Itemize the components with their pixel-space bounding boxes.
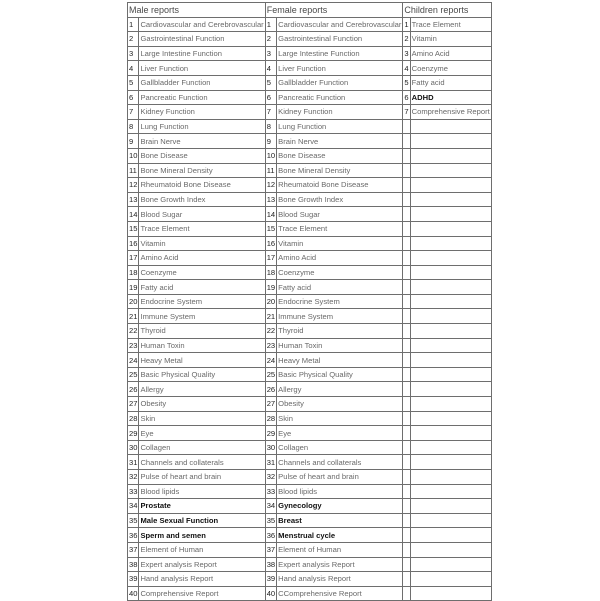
- children-empty-cell: [410, 265, 491, 280]
- male-report-name: Obesity: [139, 397, 265, 412]
- female-report-number: 15: [265, 221, 276, 236]
- male-report-number: 7: [128, 105, 139, 120]
- children-report-name: ADHD: [410, 90, 491, 105]
- children-empty-cell: [403, 572, 410, 587]
- female-report-number: 21: [265, 309, 276, 324]
- female-report-name: Human Toxin: [277, 338, 403, 353]
- female-report-name: Channels and collaterals: [277, 455, 403, 470]
- female-report-number: 4: [265, 61, 276, 76]
- female-report-name: Kidney Function: [277, 105, 403, 120]
- female-report-number: 26: [265, 382, 276, 397]
- children-empty-cell: [403, 163, 410, 178]
- female-report-name: Collagen: [277, 440, 403, 455]
- children-empty-cell: [403, 192, 410, 207]
- female-report-number: 33: [265, 484, 276, 499]
- table-row: [128, 46, 492, 61]
- male-report-name: Comprehensive Report: [139, 586, 265, 601]
- children-report-name: Amino Acid: [410, 46, 491, 61]
- children-report-number: 1: [403, 17, 410, 32]
- table-row: [128, 411, 492, 426]
- table-row: [128, 572, 492, 587]
- male-report-number: 37: [128, 542, 139, 557]
- male-report-number: 10: [128, 148, 139, 163]
- children-empty-cell: [410, 382, 491, 397]
- children-empty-cell: [403, 207, 410, 222]
- children-empty-cell: [403, 309, 410, 324]
- children-empty-cell: [410, 426, 491, 441]
- children-report-number: 6: [403, 90, 410, 105]
- table-row: [128, 338, 492, 353]
- male-report-name: Gallbladder Function: [139, 75, 265, 90]
- female-report-number: 17: [265, 251, 276, 266]
- children-empty-cell: [410, 309, 491, 324]
- male-reports-header: Male reports: [128, 3, 266, 18]
- male-report-number: 3: [128, 46, 139, 61]
- female-report-number: 9: [265, 134, 276, 149]
- children-empty-cell: [403, 528, 410, 543]
- children-report-number: 4: [403, 61, 410, 76]
- male-report-name: Fatty acid: [139, 280, 265, 295]
- female-report-name: Gallbladder Function: [277, 75, 403, 90]
- children-empty-cell: [403, 382, 410, 397]
- female-report-name: Blood Sugar: [277, 207, 403, 222]
- table-row: [128, 513, 492, 528]
- female-report-name: Coenzyme: [277, 265, 403, 280]
- male-report-name: Endocrine System: [139, 294, 265, 309]
- table-row: [128, 119, 492, 134]
- male-report-name: Bone Disease: [139, 148, 265, 163]
- children-empty-cell: [410, 557, 491, 572]
- male-report-name: Heavy Metal: [139, 353, 265, 368]
- table-row: [128, 353, 492, 368]
- children-report-number: 5: [403, 75, 410, 90]
- female-reports-header: Female reports: [265, 3, 403, 18]
- children-empty-cell: [403, 338, 410, 353]
- children-empty-cell: [403, 484, 410, 499]
- male-report-number: 14: [128, 207, 139, 222]
- children-empty-cell: [403, 513, 410, 528]
- children-empty-cell: [410, 148, 491, 163]
- male-report-name: Collagen: [139, 440, 265, 455]
- table-row: [128, 163, 492, 178]
- female-report-number: 2: [265, 32, 276, 47]
- male-report-name: Skin: [139, 411, 265, 426]
- table-row: [128, 178, 492, 193]
- female-report-name: Allergy: [277, 382, 403, 397]
- children-empty-cell: [410, 513, 491, 528]
- male-report-number: 26: [128, 382, 139, 397]
- children-empty-cell: [403, 251, 410, 266]
- table-row: [128, 105, 492, 120]
- male-report-number: 19: [128, 280, 139, 295]
- female-report-name: Amino Acid: [277, 251, 403, 266]
- female-report-number: 10: [265, 148, 276, 163]
- table-header-row: [128, 3, 492, 18]
- female-report-number: 13: [265, 192, 276, 207]
- children-empty-cell: [410, 294, 491, 309]
- table-row: [128, 397, 492, 412]
- female-report-name: Obesity: [277, 397, 403, 412]
- male-report-name: Bone Mineral Density: [139, 163, 265, 178]
- children-report-number: 2: [403, 32, 410, 47]
- children-empty-cell: [403, 119, 410, 134]
- children-reports-header: Children reports: [403, 3, 491, 18]
- male-report-number: 21: [128, 309, 139, 324]
- male-report-number: 38: [128, 557, 139, 572]
- male-report-number: 23: [128, 338, 139, 353]
- children-empty-cell: [410, 440, 491, 455]
- male-report-name: Liver Function: [139, 61, 265, 76]
- female-report-number: 19: [265, 280, 276, 295]
- female-report-number: 8: [265, 119, 276, 134]
- children-empty-cell: [410, 192, 491, 207]
- female-report-name: Eye: [277, 426, 403, 441]
- children-empty-cell: [410, 411, 491, 426]
- male-report-number: 40: [128, 586, 139, 601]
- female-report-name: Bone Mineral Density: [277, 163, 403, 178]
- male-report-number: 30: [128, 440, 139, 455]
- male-report-name: Male Sexual Function: [139, 513, 265, 528]
- table-row: [128, 251, 492, 266]
- children-empty-cell: [403, 178, 410, 193]
- female-report-number: 12: [265, 178, 276, 193]
- children-report-name: Comprehensive Report: [410, 105, 491, 120]
- table-row: [128, 367, 492, 382]
- children-empty-cell: [403, 353, 410, 368]
- children-report-name: Vitamin: [410, 32, 491, 47]
- table-row: [128, 542, 492, 557]
- children-report-name: Coenzyme: [410, 61, 491, 76]
- male-report-name: Brain Nerve: [139, 134, 265, 149]
- table-row: [128, 148, 492, 163]
- table-row: [128, 455, 492, 470]
- male-report-name: Sperm and semen: [139, 528, 265, 543]
- male-report-number: 22: [128, 324, 139, 339]
- male-report-name: Amino Acid: [139, 251, 265, 266]
- female-report-name: Endocrine System: [277, 294, 403, 309]
- children-empty-cell: [410, 499, 491, 514]
- table-row: [128, 32, 492, 47]
- female-report-number: 20: [265, 294, 276, 309]
- reports-table: [127, 2, 492, 601]
- male-report-number: 6: [128, 90, 139, 105]
- male-report-number: 1: [128, 17, 139, 32]
- male-report-number: 5: [128, 75, 139, 90]
- male-report-number: 20: [128, 294, 139, 309]
- children-empty-cell: [403, 586, 410, 601]
- male-report-number: 24: [128, 353, 139, 368]
- children-empty-cell: [403, 294, 410, 309]
- female-report-name: Hand analysis Report: [277, 572, 403, 587]
- male-report-name: Pulse of heart and brain: [139, 470, 265, 485]
- male-report-number: 25: [128, 367, 139, 382]
- male-report-name: Kidney Function: [139, 105, 265, 120]
- male-report-number: 29: [128, 426, 139, 441]
- children-empty-cell: [403, 324, 410, 339]
- children-empty-cell: [410, 542, 491, 557]
- male-report-name: Hand analysis Report: [139, 572, 265, 587]
- table-row: [128, 134, 492, 149]
- table-row: [128, 440, 492, 455]
- female-report-number: 1: [265, 17, 276, 32]
- female-report-name: Basic Physical Quality: [277, 367, 403, 382]
- female-report-number: 6: [265, 90, 276, 105]
- table-row: [128, 192, 492, 207]
- male-report-name: Coenzyme: [139, 265, 265, 280]
- male-report-number: 4: [128, 61, 139, 76]
- male-report-name: Allergy: [139, 382, 265, 397]
- female-report-number: 7: [265, 105, 276, 120]
- table-row: [128, 484, 492, 499]
- female-report-name: Bone Disease: [277, 148, 403, 163]
- table-row: [128, 221, 492, 236]
- children-empty-cell: [410, 251, 491, 266]
- children-report-name: Fatty acid: [410, 75, 491, 90]
- male-report-name: Trace Element: [139, 221, 265, 236]
- female-report-name: Vitamin: [277, 236, 403, 251]
- children-empty-cell: [410, 367, 491, 382]
- male-report-number: 12: [128, 178, 139, 193]
- female-report-name: Cardiovascular and Cerebrovascular: [277, 17, 403, 32]
- table-row: [128, 294, 492, 309]
- male-report-number: 39: [128, 572, 139, 587]
- female-report-number: 37: [265, 542, 276, 557]
- male-report-number: 18: [128, 265, 139, 280]
- female-report-number: 40: [265, 586, 276, 601]
- children-empty-cell: [403, 557, 410, 572]
- male-report-name: Expert analysis Report: [139, 557, 265, 572]
- children-empty-cell: [403, 542, 410, 557]
- male-report-name: Blood Sugar: [139, 207, 265, 222]
- female-report-number: 18: [265, 265, 276, 280]
- female-report-name: Gynecology: [277, 499, 403, 514]
- male-report-name: Pancreatic Function: [139, 90, 265, 105]
- female-report-number: 11: [265, 163, 276, 178]
- male-report-name: Blood lipids: [139, 484, 265, 499]
- children-empty-cell: [410, 221, 491, 236]
- female-report-name: Lung Function: [277, 119, 403, 134]
- table-row: [128, 265, 492, 280]
- female-report-number: 5: [265, 75, 276, 90]
- male-report-number: 31: [128, 455, 139, 470]
- female-report-number: 31: [265, 455, 276, 470]
- female-report-number: 14: [265, 207, 276, 222]
- female-report-number: 3: [265, 46, 276, 61]
- female-report-name: Pancreatic Function: [277, 90, 403, 105]
- table-body: [128, 17, 492, 601]
- children-empty-cell: [403, 426, 410, 441]
- table-row: [128, 17, 492, 32]
- male-report-number: 34: [128, 499, 139, 514]
- children-empty-cell: [410, 572, 491, 587]
- female-report-name: Rheumatoid Bone Disease: [277, 178, 403, 193]
- table-row: [128, 470, 492, 485]
- children-empty-cell: [410, 397, 491, 412]
- children-empty-cell: [403, 440, 410, 455]
- female-report-number: 32: [265, 470, 276, 485]
- children-empty-cell: [410, 484, 491, 499]
- female-report-number: 29: [265, 426, 276, 441]
- table-row: [128, 586, 492, 601]
- female-report-name: Blood lipids: [277, 484, 403, 499]
- female-report-number: 24: [265, 353, 276, 368]
- children-report-number: 7: [403, 105, 410, 120]
- table-row: [128, 528, 492, 543]
- children-empty-cell: [403, 367, 410, 382]
- female-report-name: Brain Nerve: [277, 134, 403, 149]
- male-report-number: 11: [128, 163, 139, 178]
- children-empty-cell: [403, 236, 410, 251]
- children-report-number: 3: [403, 46, 410, 61]
- male-report-number: 8: [128, 119, 139, 134]
- table-row: [128, 382, 492, 397]
- children-empty-cell: [410, 163, 491, 178]
- table-row: [128, 75, 492, 90]
- male-report-number: 13: [128, 192, 139, 207]
- male-report-number: 35: [128, 513, 139, 528]
- male-report-number: 2: [128, 32, 139, 47]
- female-report-number: 23: [265, 338, 276, 353]
- children-empty-cell: [410, 207, 491, 222]
- female-report-number: 27: [265, 397, 276, 412]
- female-report-name: Element of Human: [277, 542, 403, 557]
- male-report-name: Lung Function: [139, 119, 265, 134]
- female-report-name: Heavy Metal: [277, 353, 403, 368]
- male-report-name: Bone Growth Index: [139, 192, 265, 207]
- male-report-name: Vitamin: [139, 236, 265, 251]
- table-row: [128, 280, 492, 295]
- children-empty-cell: [410, 236, 491, 251]
- table-row: [128, 499, 492, 514]
- children-empty-cell: [410, 280, 491, 295]
- reports-table-container: [127, 2, 492, 601]
- male-report-number: 36: [128, 528, 139, 543]
- female-report-number: 39: [265, 572, 276, 587]
- male-report-name: Basic Physical Quality: [139, 367, 265, 382]
- female-report-name: Pulse of heart and brain: [277, 470, 403, 485]
- children-empty-cell: [403, 265, 410, 280]
- male-report-number: 32: [128, 470, 139, 485]
- male-report-name: Immune System: [139, 309, 265, 324]
- female-report-name: Large Intestine Function: [277, 46, 403, 61]
- male-report-name: Rheumatoid Bone Disease: [139, 178, 265, 193]
- children-empty-cell: [410, 338, 491, 353]
- children-empty-cell: [403, 455, 410, 470]
- children-empty-cell: [403, 280, 410, 295]
- table-row: [128, 426, 492, 441]
- female-report-name: Expert analysis Report: [277, 557, 403, 572]
- female-report-name: Skin: [277, 411, 403, 426]
- male-report-name: Human Toxin: [139, 338, 265, 353]
- female-report-name: Immune System: [277, 309, 403, 324]
- table-row: [128, 207, 492, 222]
- children-empty-cell: [410, 119, 491, 134]
- male-report-name: Channels and collaterals: [139, 455, 265, 470]
- female-report-name: Thyroid: [277, 324, 403, 339]
- children-empty-cell: [403, 470, 410, 485]
- male-report-number: 17: [128, 251, 139, 266]
- male-report-name: Large Intestine Function: [139, 46, 265, 61]
- female-report-number: 22: [265, 324, 276, 339]
- children-empty-cell: [403, 221, 410, 236]
- female-report-number: 28: [265, 411, 276, 426]
- table-row: [128, 309, 492, 324]
- male-report-number: 27: [128, 397, 139, 412]
- children-empty-cell: [403, 148, 410, 163]
- table-row: [128, 90, 492, 105]
- children-empty-cell: [410, 134, 491, 149]
- children-empty-cell: [410, 324, 491, 339]
- children-empty-cell: [410, 470, 491, 485]
- children-empty-cell: [403, 411, 410, 426]
- table-row: [128, 61, 492, 76]
- children-empty-cell: [403, 397, 410, 412]
- children-empty-cell: [410, 528, 491, 543]
- male-report-number: 9: [128, 134, 139, 149]
- male-report-number: 33: [128, 484, 139, 499]
- female-report-number: 30: [265, 440, 276, 455]
- female-report-number: 38: [265, 557, 276, 572]
- table-row: [128, 324, 492, 339]
- children-empty-cell: [410, 353, 491, 368]
- table-row: [128, 557, 492, 572]
- male-report-name: Cardiovascular and Cerebrovascular: [139, 17, 265, 32]
- male-report-name: Thyroid: [139, 324, 265, 339]
- female-report-name: Trace Element: [277, 221, 403, 236]
- female-report-name: Bone Growth Index: [277, 192, 403, 207]
- children-empty-cell: [410, 586, 491, 601]
- male-report-name: Element of Human: [139, 542, 265, 557]
- male-report-number: 15: [128, 221, 139, 236]
- children-empty-cell: [403, 499, 410, 514]
- children-empty-cell: [403, 134, 410, 149]
- female-report-number: 36: [265, 528, 276, 543]
- female-report-name: CComprehensive Report: [277, 586, 403, 601]
- female-report-name: Gastrointestinal Function: [277, 32, 403, 47]
- female-report-number: 34: [265, 499, 276, 514]
- table-row: [128, 236, 492, 251]
- female-report-name: Fatty acid: [277, 280, 403, 295]
- female-report-name: Menstrual cycle: [277, 528, 403, 543]
- male-report-name: Gastrointestinal Function: [139, 32, 265, 47]
- male-report-name: Eye: [139, 426, 265, 441]
- male-report-number: 16: [128, 236, 139, 251]
- children-empty-cell: [410, 455, 491, 470]
- female-report-number: 16: [265, 236, 276, 251]
- children-report-name: Trace Element: [410, 17, 491, 32]
- female-report-number: 35: [265, 513, 276, 528]
- male-report-name: Prostate: [139, 499, 265, 514]
- children-empty-cell: [410, 178, 491, 193]
- female-report-name: Liver Function: [277, 61, 403, 76]
- female-report-name: Breast: [277, 513, 403, 528]
- female-report-number: 25: [265, 367, 276, 382]
- male-report-number: 28: [128, 411, 139, 426]
